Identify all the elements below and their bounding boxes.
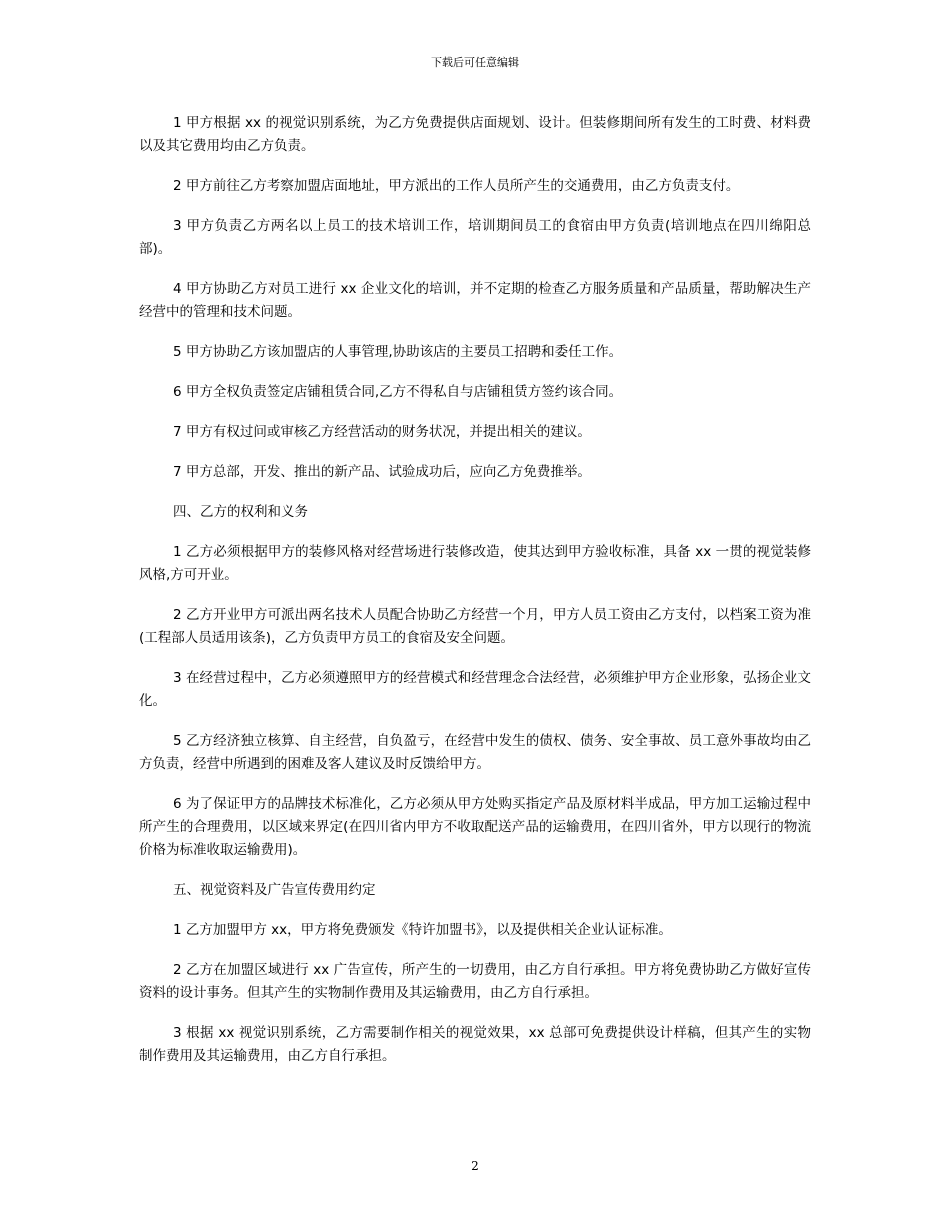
- paragraph-13: 6 为了保证甲方的品牌技术标准化，乙方必须从甲方处购买指定产品及原材料半成品，甲方加工运输过程中所产生的合理费用，以区域来界定(在四川省内甲方不收取配送产品的运输费用，在四川省外，甲方以现行的物流价格为标准收取运输费用)。: [139, 796, 811, 858]
- paragraph-12: 5 乙方经济独立核算、自主经营，自负盈亏，在经营中发生的债权、债务、安全事故、员工意外事故均由乙方负责，经营中所遇到的困难及客人建议及时反馈给甲方。: [139, 733, 811, 772]
- paragraph-8: 7 甲方总部，开发、推出的新产品、试验成功后，应向乙方免费推举。: [173, 464, 591, 480]
- section-heading-5: 五、视觉资料及广告宣传费用约定: [173, 882, 376, 898]
- paragraph-9: 1 乙方必须根据甲方的装修风格对经营场进行装修改造，使其达到甲方验收标准，具备 xx 一贯的视觉装修风格,方可开业。: [139, 544, 811, 583]
- page-header: 下载后可任意编辑: [431, 56, 519, 69]
- paragraph-16: 3 根据 xx 视觉识别系统，乙方需要制作相关的视觉效果，xx 总部可免费提供设计样稿，但其产生的实物制作费用及其运输费用，由乙方自行承担。: [139, 1025, 811, 1064]
- paragraph-5: 5 甲方协助乙方该加盟店的人事管理,协助该店的主要员工招聘和委任工作。: [173, 344, 623, 360]
- paragraph-2: 2 甲方前往乙方考察加盟店面地址，甲方派出的工作人员所产生的交通费用，由乙方负责支付。: [173, 178, 740, 194]
- paragraph-6: 6 甲方全权负责签定店铺租赁合同,乙方不得私自与店铺租赁方签约该合同。: [173, 384, 623, 400]
- section-heading-4: 四、乙方的权利和义务: [173, 504, 308, 520]
- paragraph-1: 1 甲方根据 xx 的视觉识别系统，为乙方免费提供店面规划、设计。但装修期间所有发生的工时费、材料费以及其它费用均由乙方负责。: [139, 115, 811, 154]
- paragraph-11: 3 在经营过程中，乙方必须遵照甲方的经营模式和经营理念合法经营，必须维护甲方企业形象，弘扬企业文化。: [139, 670, 811, 709]
- page-number: 2: [471, 1159, 479, 1173]
- paragraph-15: 2 乙方在加盟区域进行 xx 广告宣传，所产生的一切费用，由乙方自行承担。甲方将免费协助乙方做好宣传资料的设计事务。但其产生的实物制作费用及其运输费用，由乙方自行承担。: [139, 962, 811, 1001]
- paragraph-3: 3 甲方负责乙方两名以上员工的技术培训工作，培训期间员工的食宿由甲方负责(培训地点在四川绵阳总部)。: [139, 218, 811, 257]
- document-body: [139, 112, 811, 1085]
- paragraph-14: 1 乙方加盟甲方 xx，甲方将免费颁发《特许加盟书》，以及提供相关企业认证标准。: [173, 922, 672, 938]
- paragraph-10: 2 乙方开业甲方可派出两名技术人员配合协助乙方经营一个月，甲方人员工资由乙方支付，以档案工资为准(工程部人员适用该条)，乙方负责甲方员工的食宿及安全问题。: [139, 607, 811, 646]
- paragraph-7: 7 甲方有权过问或审核乙方经营活动的财务状况，并提出相关的建议。: [173, 424, 591, 440]
- paragraph-4: 4 甲方协助乙方对员工进行 xx 企业文化的培训，并不定期的检查乙方服务质量和产品质量，帮助解决生产经营中的管理和技术问题。: [139, 281, 811, 320]
